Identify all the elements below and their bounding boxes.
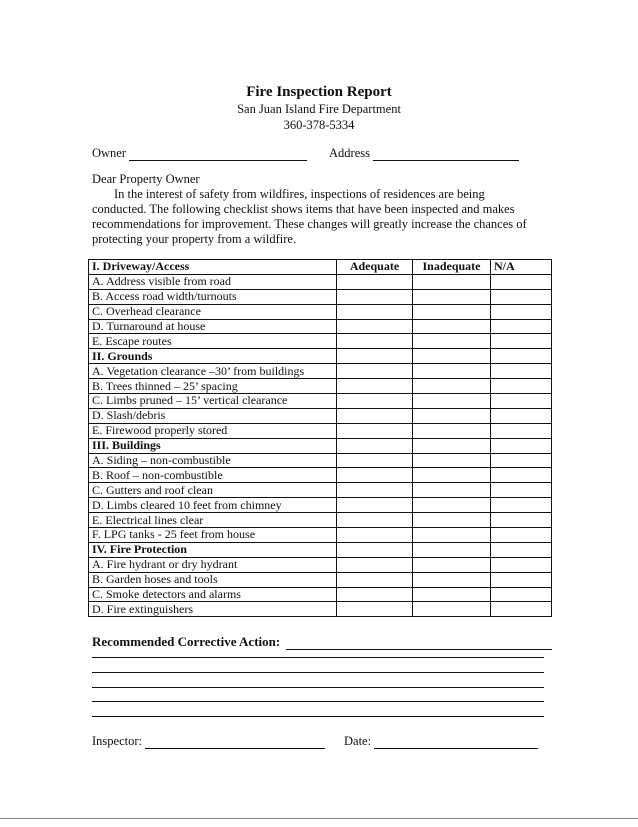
adequate-cell[interactable] (337, 557, 413, 572)
adequate-cell[interactable] (337, 542, 413, 557)
letter (92, 172, 542, 247)
na-cell[interactable] (491, 453, 552, 468)
inadequate-cell[interactable] (413, 602, 491, 617)
item-label: D. Limbs cleared 10 feet from chimney (89, 498, 337, 513)
inadequate-cell[interactable] (413, 304, 491, 319)
checklist-item-row (89, 557, 552, 572)
na-cell[interactable] (491, 438, 552, 453)
corrective-line-5[interactable] (92, 716, 544, 717)
inspector-label: Inspector: (92, 734, 142, 748)
page-bottom-edge (0, 818, 638, 819)
inadequate-cell[interactable] (413, 513, 491, 528)
adequate-cell[interactable] (337, 468, 413, 483)
owner-field[interactable] (129, 148, 307, 161)
adequate-cell[interactable] (337, 423, 413, 438)
inadequate-cell[interactable] (413, 423, 491, 438)
column-header: Inadequate (413, 260, 491, 275)
na-cell[interactable] (491, 408, 552, 423)
adequate-cell[interactable] (337, 528, 413, 543)
inadequate-cell[interactable] (413, 274, 491, 289)
na-cell[interactable] (491, 557, 552, 572)
checklist-item-row (89, 334, 552, 349)
item-label: C. Overhead clearance (89, 304, 337, 319)
item-label: F. LPG tanks - 25 feet from house (89, 528, 337, 543)
item-label: A. Fire hydrant or dry hydrant (89, 557, 337, 572)
checklist-item-row (89, 498, 552, 513)
item-label: B. Garden hoses and tools (89, 572, 337, 587)
checklist-item-row (89, 274, 552, 289)
corrective-action-label: Recommended Corrective Action: (92, 634, 281, 649)
adequate-cell[interactable] (337, 304, 413, 319)
inadequate-cell[interactable] (413, 453, 491, 468)
checklist-item-row (89, 587, 552, 602)
item-label: B. Roof – non-combustible (89, 468, 337, 483)
address-field[interactable] (373, 148, 519, 161)
checklist-item-row (89, 453, 552, 468)
checklist-item-row (89, 528, 552, 543)
item-label: C. Limbs pruned – 15’ vertical clearance (89, 394, 337, 409)
item-label: A. Vegetation clearance –30’ from buildings (89, 364, 337, 379)
inadequate-cell[interactable] (413, 394, 491, 409)
inadequate-cell[interactable] (413, 408, 491, 423)
adequate-cell[interactable] (337, 349, 413, 364)
na-cell[interactable] (491, 498, 552, 513)
section-heading: I. Driveway/Access (89, 260, 337, 275)
address-label: Address (329, 146, 370, 160)
inadequate-cell[interactable] (413, 557, 491, 572)
adequate-cell[interactable] (337, 364, 413, 379)
na-cell[interactable] (491, 379, 552, 394)
inadequate-cell[interactable] (413, 438, 491, 453)
checklist-section-row (89, 438, 552, 453)
item-label: D. Slash/debris (89, 408, 337, 423)
na-cell[interactable] (491, 468, 552, 483)
checklist-item-row (89, 304, 552, 319)
na-cell[interactable] (491, 587, 552, 602)
checklist-item-row (89, 394, 552, 409)
owner-label: Owner (92, 146, 127, 160)
inspector-field[interactable] (145, 736, 325, 749)
item-label: E. Firewood properly stored (89, 423, 337, 438)
corrective-line-3[interactable] (92, 687, 544, 688)
adequate-cell[interactable] (337, 483, 413, 498)
salutation: Dear Property Owner (92, 172, 200, 186)
report-title: Fire Inspection Report (246, 84, 392, 100)
checklist-item-row (89, 483, 552, 498)
na-cell[interactable] (491, 394, 552, 409)
na-cell[interactable] (491, 319, 552, 334)
na-cell[interactable] (491, 423, 552, 438)
item-label: D. Fire extinguishers (89, 602, 337, 617)
date-line (344, 734, 538, 749)
address-line (329, 146, 519, 161)
inspection-checklist-table (88, 259, 552, 617)
na-cell[interactable] (491, 542, 552, 557)
adequate-cell[interactable] (337, 513, 413, 528)
adequate-cell[interactable] (337, 379, 413, 394)
corrective-line-2[interactable] (92, 672, 544, 673)
checklist-item-row (89, 423, 552, 438)
checklist-section-row (89, 349, 552, 364)
item-label: E. Electrical lines clear (89, 513, 337, 528)
na-cell[interactable] (491, 513, 552, 528)
adequate-cell[interactable] (337, 394, 413, 409)
department-name: San Juan Island Fire Department (237, 102, 401, 116)
na-cell[interactable] (491, 483, 552, 498)
adequate-cell[interactable] (337, 572, 413, 587)
na-cell[interactable] (491, 364, 552, 379)
checklist-item-row (89, 379, 552, 394)
na-cell[interactable] (491, 289, 552, 304)
adequate-cell[interactable] (337, 453, 413, 468)
adequate-cell[interactable] (337, 438, 413, 453)
inadequate-cell[interactable] (413, 542, 491, 557)
owner-line (92, 146, 307, 161)
inadequate-cell[interactable] (413, 364, 491, 379)
inadequate-cell[interactable] (413, 334, 491, 349)
adequate-cell[interactable] (337, 498, 413, 513)
na-cell[interactable] (491, 349, 552, 364)
checklist-item-row (89, 289, 552, 304)
checklist-item-row (89, 468, 552, 483)
inadequate-cell[interactable] (413, 468, 491, 483)
item-label: C. Gutters and roof clean (89, 483, 337, 498)
inadequate-cell[interactable] (413, 572, 491, 587)
adequate-cell[interactable] (337, 587, 413, 602)
column-header: Adequate (337, 260, 413, 275)
item-label: C. Smoke detectors and alarms (89, 587, 337, 602)
checklist-item-row (89, 408, 552, 423)
item-label: B. Trees thinned – 25’ spacing (89, 379, 337, 394)
checklist-item-row (89, 364, 552, 379)
adequate-cell[interactable] (337, 319, 413, 334)
section-heading: IV. Fire Protection (89, 542, 337, 557)
inadequate-cell[interactable] (413, 319, 491, 334)
na-cell[interactable] (491, 602, 552, 617)
na-cell[interactable] (491, 304, 552, 319)
corrective-action-line (92, 634, 552, 650)
item-label: D. Turnaround at house (89, 319, 337, 334)
inadequate-cell[interactable] (413, 349, 491, 364)
adequate-cell[interactable] (337, 274, 413, 289)
item-label: A. Siding – non-combustible (89, 453, 337, 468)
item-label: E. Escape routes (89, 334, 337, 349)
column-header: N/A (491, 260, 552, 275)
na-cell[interactable] (491, 572, 552, 587)
item-label: A. Address visible from road (89, 274, 337, 289)
checklist-item-row (89, 319, 552, 334)
adequate-cell[interactable] (337, 602, 413, 617)
checklist-item-row (89, 572, 552, 587)
corrective-action-field[interactable] (286, 637, 552, 650)
corrective-line-4[interactable] (92, 701, 544, 702)
section-heading: II. Grounds (89, 349, 337, 364)
adequate-cell[interactable] (337, 334, 413, 349)
department-phone: 360-378-5334 (283, 118, 355, 132)
inadequate-cell[interactable] (413, 587, 491, 602)
inadequate-cell[interactable] (413, 483, 491, 498)
adequate-cell[interactable] (337, 289, 413, 304)
checklist-section-row (89, 542, 552, 557)
na-cell[interactable] (491, 274, 552, 289)
checklist-item-row (89, 602, 552, 617)
date-field[interactable] (374, 736, 538, 749)
inadequate-cell[interactable] (413, 379, 491, 394)
date-label: Date: (344, 734, 372, 748)
adequate-cell[interactable] (337, 408, 413, 423)
section-heading: III. Buildings (89, 438, 337, 453)
checklist-section-row (89, 260, 552, 275)
checklist-item-row (89, 513, 552, 528)
inadequate-cell[interactable] (413, 498, 491, 513)
inadequate-cell[interactable] (413, 289, 491, 304)
item-label: B. Access road width/turnouts (89, 289, 337, 304)
inadequate-cell[interactable] (413, 528, 491, 543)
na-cell[interactable] (491, 528, 552, 543)
na-cell[interactable] (491, 334, 552, 349)
letter-body: In the interest of safety from wildfires, inspections of residences are being conducted. The following checklist shows items that have been inspected and makes recommendations for improvement. These changes will greatly increase the chances of protecting your property from a wildfire. (92, 187, 527, 246)
inspector-line (92, 734, 325, 749)
corrective-line-1[interactable] (92, 657, 544, 658)
